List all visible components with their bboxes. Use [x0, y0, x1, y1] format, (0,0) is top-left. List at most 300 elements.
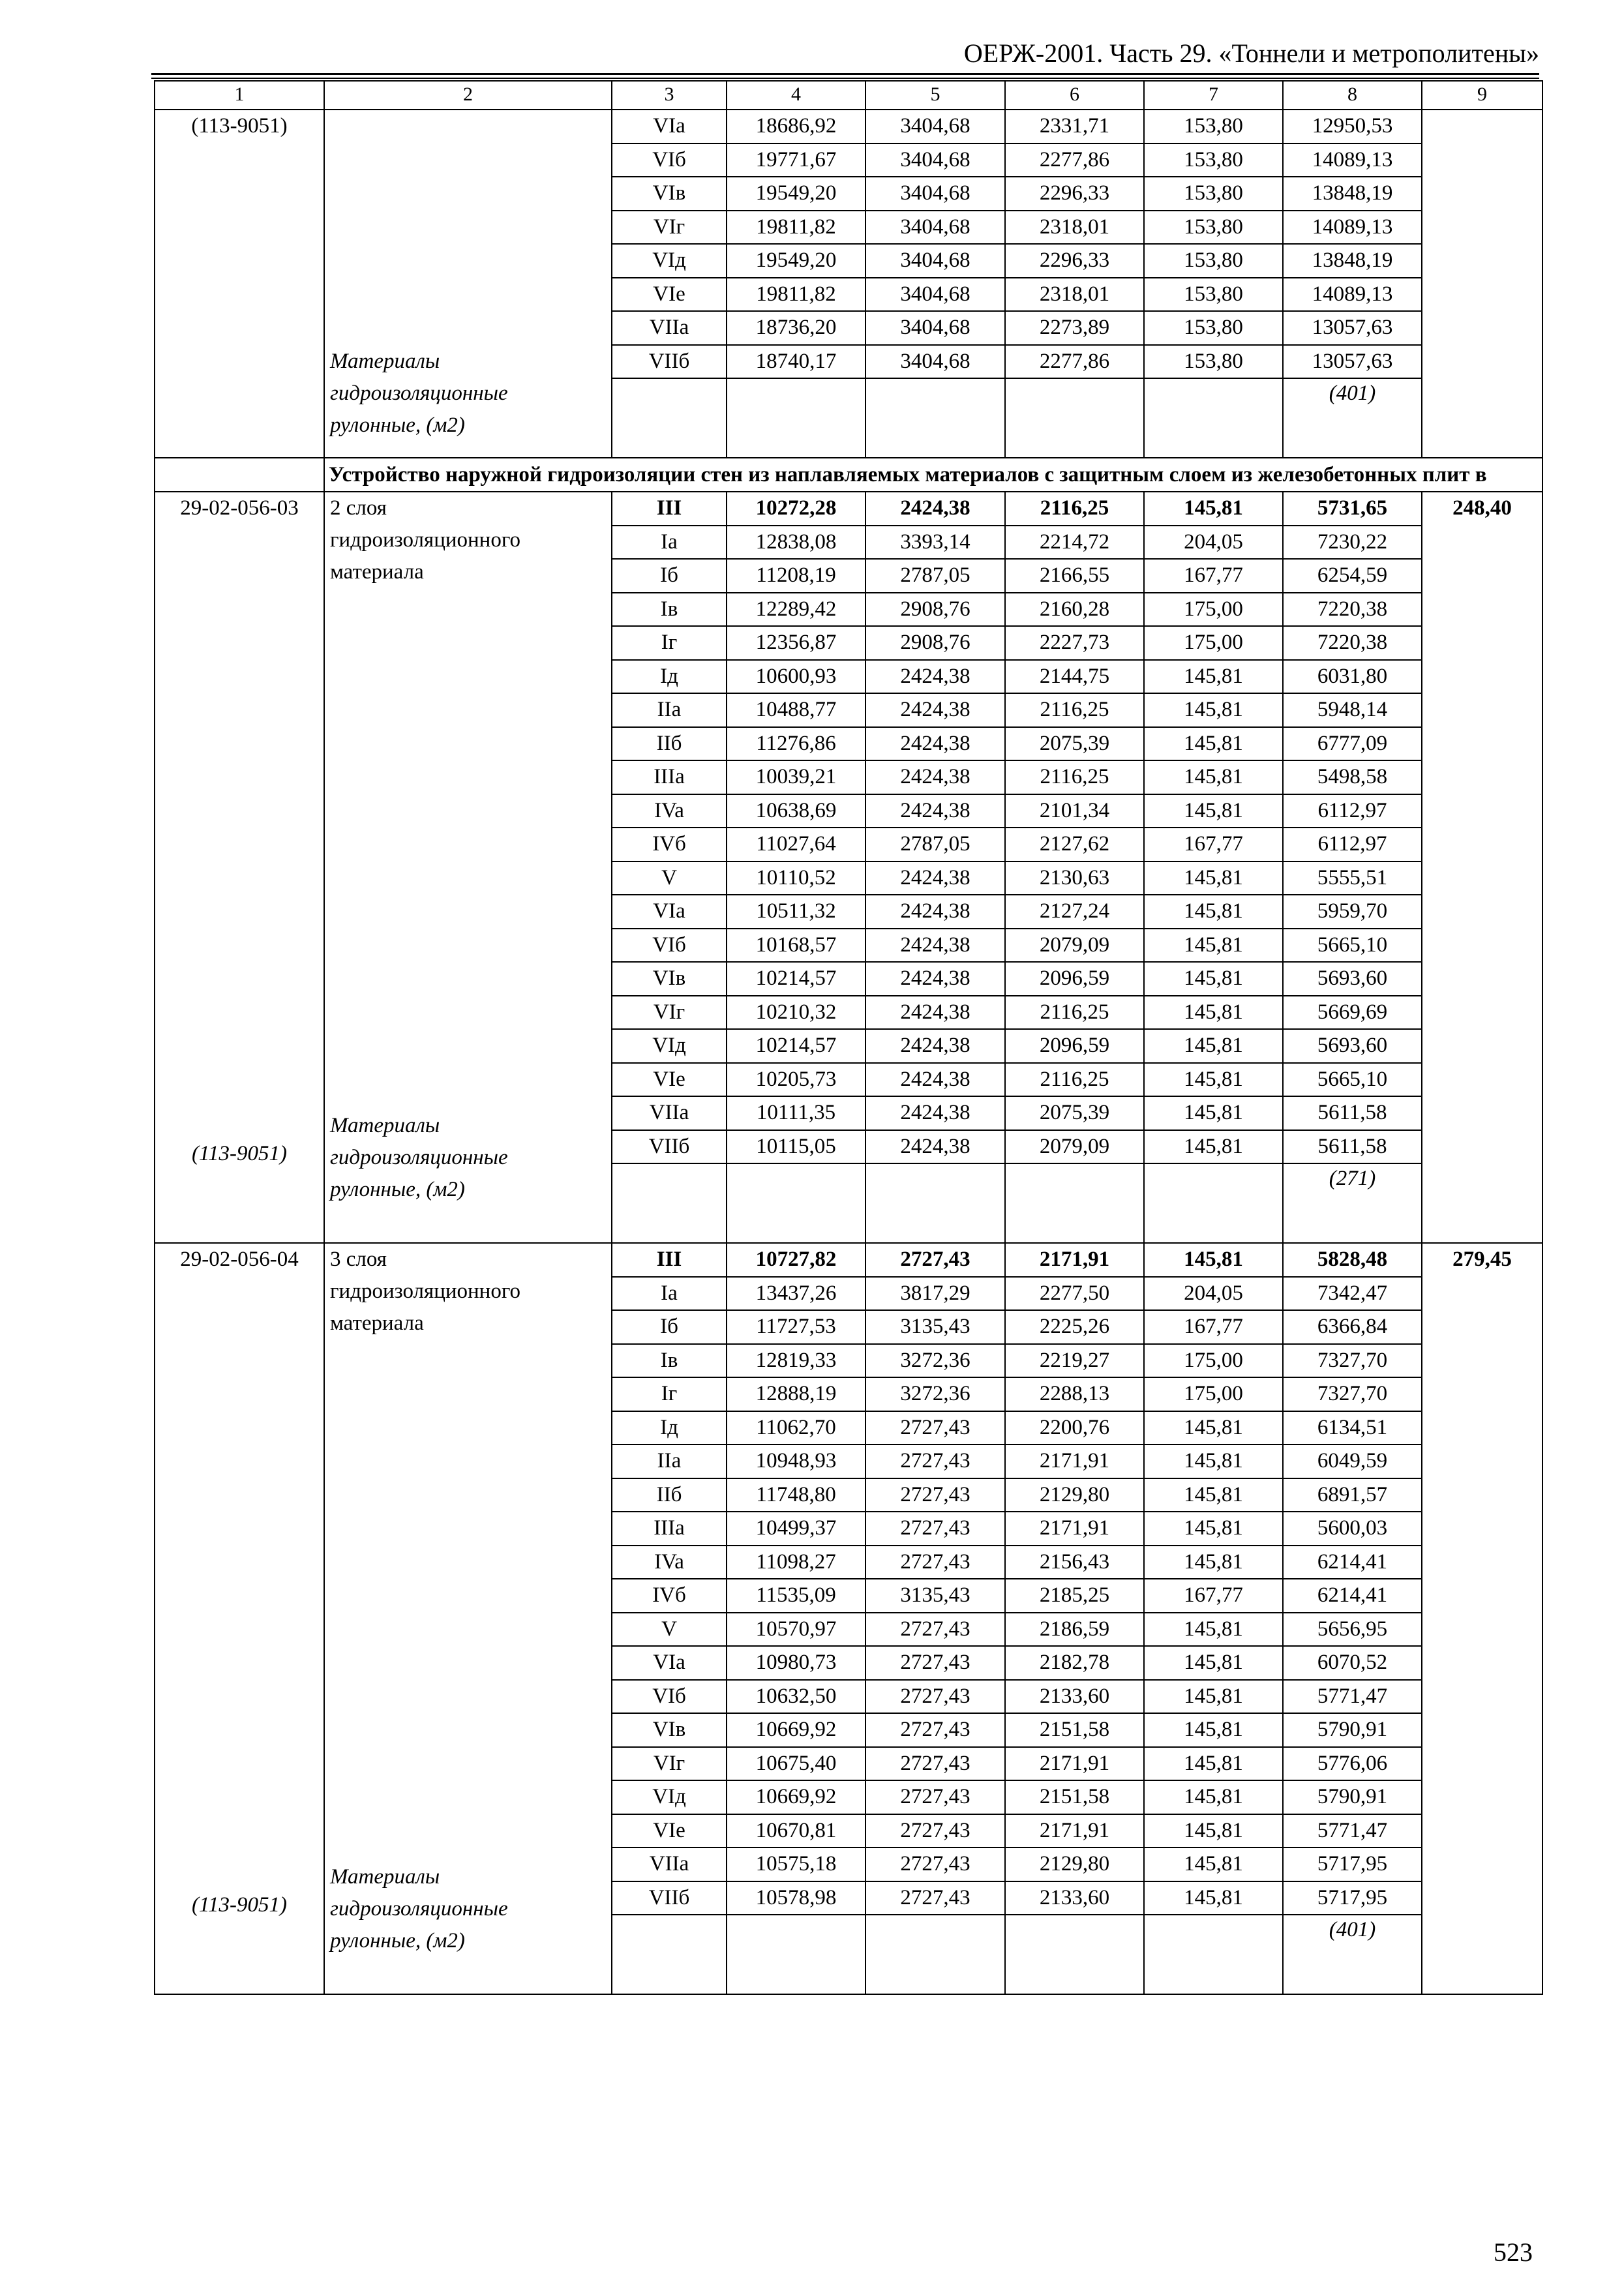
- wages: 2727,43: [865, 1444, 1005, 1478]
- zone-code: VIв: [612, 962, 727, 996]
- empty-cell: [612, 1915, 727, 1994]
- materials-cost: 7342,47: [1283, 1277, 1422, 1311]
- material-value: (271): [1329, 1167, 1376, 1190]
- machine-operation: 2096,59: [1005, 962, 1144, 996]
- direct-costs: 13437,26: [727, 1277, 865, 1311]
- machinists-wages: 167,77: [1144, 1310, 1283, 1344]
- wages: 3404,68: [865, 278, 1005, 312]
- materials-cost: 14089,13: [1283, 278, 1422, 312]
- wages: 2727,43: [865, 1478, 1005, 1512]
- material-code: (113-9051): [191, 1893, 288, 1917]
- direct-costs: 11062,70: [727, 1411, 865, 1445]
- materials-cost: 5790,91: [1283, 1780, 1422, 1814]
- wages: 2787,05: [865, 828, 1005, 861]
- item-code-cell: [155, 1243, 324, 1994]
- materials-cost: 6134,51: [1283, 1411, 1422, 1445]
- wages: 3404,68: [865, 244, 1005, 278]
- machine-operation: 2296,33: [1005, 244, 1144, 278]
- materials-cost: 5771,47: [1283, 1680, 1422, 1714]
- zone-code: Iг: [612, 1377, 727, 1411]
- zone-code: VIв: [612, 1713, 727, 1747]
- machinists-wages: 145,81: [1144, 929, 1283, 963]
- direct-costs: 10039,21: [727, 760, 865, 794]
- zone-code: Ia: [612, 526, 727, 560]
- description-line: гидроизоляционного: [330, 528, 521, 552]
- zone-code: VIa: [612, 1646, 727, 1680]
- material-value: (401): [1329, 382, 1376, 405]
- machine-operation: 2151,58: [1005, 1780, 1144, 1814]
- wages: 2424,38: [865, 861, 1005, 895]
- machinists-wages: 175,00: [1144, 593, 1283, 627]
- machinists-wages: 145,81: [1144, 660, 1283, 694]
- machine-operation: 2171,91: [1005, 1243, 1144, 1277]
- direct-costs: 18740,17: [727, 345, 865, 379]
- machine-operation: 2277,86: [1005, 345, 1144, 379]
- column-number: 6: [1005, 81, 1144, 110]
- wages: 3404,68: [865, 211, 1005, 245]
- machine-operation: 2318,01: [1005, 211, 1144, 245]
- machinists-wages: 145,81: [1144, 1411, 1283, 1445]
- machine-operation: 2171,91: [1005, 1444, 1144, 1478]
- direct-costs: 11748,80: [727, 1478, 865, 1512]
- direct-costs: 10205,73: [727, 1063, 865, 1097]
- column-number: 9: [1422, 81, 1542, 110]
- direct-costs: 10488,77: [727, 693, 865, 727]
- wages: 2727,43: [865, 1646, 1005, 1680]
- materials-cost: 6254,59: [1283, 559, 1422, 593]
- description-line: материала: [330, 1311, 424, 1335]
- machinists-wages: 145,81: [1144, 1444, 1283, 1478]
- machinists-wages: 167,77: [1144, 1579, 1283, 1613]
- zone-code: Iб: [612, 1310, 727, 1344]
- machinists-wages: 145,81: [1144, 1096, 1283, 1130]
- machinists-wages: 153,80: [1144, 345, 1283, 379]
- direct-costs: 11276,86: [727, 727, 865, 761]
- material-line: Материалы: [330, 1864, 440, 1889]
- materials-cost: 6366,84: [1283, 1310, 1422, 1344]
- machinists-wages: 153,80: [1144, 311, 1283, 345]
- section-heading: Устройство наружной гидроизоляции стен из наплавляемых материалов с защитным слоем из железобетонных плит в: [324, 458, 1542, 492]
- machine-operation: 2182,78: [1005, 1646, 1144, 1680]
- zone-code: VIe: [612, 1814, 727, 1848]
- wages: 3272,36: [865, 1344, 1005, 1378]
- machine-operation: 2200,76: [1005, 1411, 1144, 1445]
- wages: 2727,43: [865, 1243, 1005, 1277]
- wages: 2908,76: [865, 626, 1005, 660]
- item-code: 29-02-056-03: [180, 496, 299, 520]
- column-number: 8: [1283, 81, 1422, 110]
- wages: 2727,43: [865, 1747, 1005, 1781]
- material-line: Материалы: [330, 349, 440, 373]
- zone-code: IIб: [612, 1478, 727, 1512]
- materials-cost: 5555,51: [1283, 861, 1422, 895]
- direct-costs: 12888,19: [727, 1377, 865, 1411]
- item-code-cell: [155, 492, 324, 1243]
- material-code: (113-9051): [191, 1141, 288, 1165]
- zone-code: Iд: [612, 660, 727, 694]
- direct-costs: 12356,87: [727, 626, 865, 660]
- machine-operation: 2079,09: [1005, 929, 1144, 963]
- machinists-wages: 145,81: [1144, 861, 1283, 895]
- materials-cost: 5828,48: [1283, 1243, 1422, 1277]
- materials-cost: 6777,09: [1283, 727, 1422, 761]
- materials-cost: 5600,03: [1283, 1512, 1422, 1546]
- zone-code: IIIa: [612, 1512, 727, 1546]
- zone-code: VIг: [612, 211, 727, 245]
- materials-cost: 6112,97: [1283, 828, 1422, 861]
- zone-code: IIa: [612, 1444, 727, 1478]
- wages: 2424,38: [865, 1029, 1005, 1063]
- materials-cost: 5693,60: [1283, 962, 1422, 996]
- wages: 3272,36: [865, 1377, 1005, 1411]
- materials-cost: 5611,58: [1283, 1130, 1422, 1164]
- empty-cell: [1144, 378, 1283, 458]
- materials-cost: 13057,63: [1283, 345, 1422, 379]
- wages: 2424,38: [865, 1096, 1005, 1130]
- materials-cost: 5656,95: [1283, 1613, 1422, 1647]
- machine-operation: 2075,39: [1005, 727, 1144, 761]
- zone-code: Ia: [612, 1277, 727, 1311]
- running-header: ОЕРЖ-2001. Часть 29. «Тоннели и метрополитены»: [963, 38, 1539, 68]
- direct-costs: 10110,52: [727, 861, 865, 895]
- description-cell: [324, 1243, 612, 1994]
- zone-code: III: [612, 492, 727, 526]
- wages: 3135,43: [865, 1310, 1005, 1344]
- zone-code: Iб: [612, 559, 727, 593]
- material-value-cell: [1283, 1163, 1422, 1243]
- wages: 2727,43: [865, 1546, 1005, 1579]
- material-line: гидроизоляционные: [330, 1896, 508, 1921]
- item-code: (113-9051): [191, 114, 288, 138]
- materials-cost: 14089,13: [1283, 211, 1422, 245]
- material-line: рулонные, (м2): [330, 1928, 465, 1952]
- wages: 2908,76: [865, 593, 1005, 627]
- materials-cost: 6214,41: [1283, 1546, 1422, 1579]
- zone-code: V: [612, 1613, 727, 1647]
- table-row: [155, 492, 1542, 526]
- zone-code: IVб: [612, 1579, 727, 1613]
- direct-costs: 10111,35: [727, 1096, 865, 1130]
- description-line: 2 слоя: [330, 496, 387, 520]
- materials-cost: 5665,10: [1283, 929, 1422, 963]
- zone-code: VIe: [612, 1063, 727, 1097]
- wages: 2424,38: [865, 760, 1005, 794]
- direct-costs: 10570,97: [727, 1613, 865, 1647]
- materials-cost: 5665,10: [1283, 1063, 1422, 1097]
- machine-operation: 2156,43: [1005, 1546, 1144, 1579]
- direct-costs: 11727,53: [727, 1310, 865, 1344]
- machinists-wages: 145,81: [1144, 1243, 1283, 1277]
- direct-costs: 10670,81: [727, 1814, 865, 1848]
- machine-operation: 2288,13: [1005, 1377, 1144, 1411]
- direct-costs: 19549,20: [727, 244, 865, 278]
- zone-code: VIб: [612, 1680, 727, 1714]
- direct-costs: 11535,09: [727, 1579, 865, 1613]
- direct-costs: 10578,98: [727, 1881, 865, 1915]
- direct-costs: 10214,57: [727, 962, 865, 996]
- zone-code: VIг: [612, 996, 727, 1030]
- column-number: 7: [1144, 81, 1283, 110]
- direct-costs: 11098,27: [727, 1546, 865, 1579]
- machine-operation: 2214,72: [1005, 526, 1144, 560]
- direct-costs: 10272,28: [727, 492, 865, 526]
- machinists-wages: 167,77: [1144, 559, 1283, 593]
- materials-cost: 7230,22: [1283, 526, 1422, 560]
- machine-operation: 2277,86: [1005, 143, 1144, 177]
- column-number: 1: [155, 81, 324, 110]
- wages: 2727,43: [865, 1411, 1005, 1445]
- machinists-wages: 145,81: [1144, 1848, 1283, 1881]
- description-line: материала: [330, 560, 424, 584]
- spacer: [330, 110, 607, 346]
- direct-costs: 12289,42: [727, 593, 865, 627]
- wages: 2424,38: [865, 794, 1005, 828]
- zone-code: Iг: [612, 626, 727, 660]
- column-number-row: [155, 81, 1542, 110]
- wages: 2727,43: [865, 1680, 1005, 1714]
- material-value-cell: [1283, 1915, 1422, 1994]
- labor-cost-cell: 279,45: [1422, 1243, 1542, 1994]
- zone-code: Iв: [612, 593, 727, 627]
- labor-cost-cell: 248,40: [1422, 492, 1542, 1243]
- material-value-cell: [1283, 378, 1422, 458]
- materials-cost: 6891,57: [1283, 1478, 1422, 1512]
- section-heading-row: [155, 458, 1542, 492]
- machine-operation: 2296,33: [1005, 177, 1144, 211]
- empty-cell: [1005, 378, 1144, 458]
- zone-code: VIд: [612, 1029, 727, 1063]
- direct-costs: 10669,92: [727, 1713, 865, 1747]
- machinists-wages: 145,81: [1144, 1646, 1283, 1680]
- direct-costs: 10980,73: [727, 1646, 865, 1680]
- wages: 2424,38: [865, 1063, 1005, 1097]
- zone-code: IIIa: [612, 760, 727, 794]
- machine-operation: 2318,01: [1005, 278, 1144, 312]
- wages: 2727,43: [865, 1881, 1005, 1915]
- machine-operation: 2277,50: [1005, 1277, 1144, 1311]
- material-line: рулонные, (м2): [330, 1177, 465, 1201]
- zone-code: VIIб: [612, 1130, 727, 1164]
- machine-operation: 2171,91: [1005, 1814, 1144, 1848]
- zone-code: VIIб: [612, 1881, 727, 1915]
- machine-operation: 2079,09: [1005, 1130, 1144, 1164]
- direct-costs: 12819,33: [727, 1344, 865, 1378]
- empty-cell: [1005, 1915, 1144, 1994]
- materials-cost: 7327,70: [1283, 1377, 1422, 1411]
- machine-operation: 2331,71: [1005, 110, 1144, 143]
- column-number: 4: [727, 81, 865, 110]
- machine-operation: 2130,63: [1005, 861, 1144, 895]
- wages: 2424,38: [865, 727, 1005, 761]
- direct-costs: 10214,57: [727, 1029, 865, 1063]
- machinists-wages: 145,81: [1144, 1780, 1283, 1814]
- direct-costs: 10499,37: [727, 1512, 865, 1546]
- machinists-wages: 145,81: [1144, 895, 1283, 929]
- machinists-wages: 145,81: [1144, 1613, 1283, 1647]
- material-line: рулонные, (м2): [330, 413, 465, 437]
- spacer: [159, 524, 320, 1138]
- wages: 2424,38: [865, 660, 1005, 694]
- description-cell: [324, 492, 612, 1243]
- machinists-wages: 145,81: [1144, 1546, 1283, 1579]
- zone-code: III: [612, 1243, 727, 1277]
- zone-code: Iд: [612, 1411, 727, 1445]
- materials-cost: 6049,59: [1283, 1444, 1422, 1478]
- direct-costs: 10575,18: [727, 1848, 865, 1881]
- direct-costs: 10638,69: [727, 794, 865, 828]
- machine-operation: 2127,24: [1005, 895, 1144, 929]
- zone-code: VIд: [612, 1780, 727, 1814]
- wages: 2727,43: [865, 1814, 1005, 1848]
- wages: 2727,43: [865, 1848, 1005, 1881]
- materials-cost: 6112,97: [1283, 794, 1422, 828]
- wages: 3404,68: [865, 143, 1005, 177]
- wages: 2424,38: [865, 929, 1005, 963]
- materials-cost: 5731,65: [1283, 492, 1422, 526]
- machinists-wages: 145,81: [1144, 727, 1283, 761]
- work-description: [330, 1244, 607, 1861]
- machine-operation: 2151,58: [1005, 1713, 1144, 1747]
- materials-cost: 5776,06: [1283, 1747, 1422, 1781]
- machinists-wages: 145,81: [1144, 492, 1283, 526]
- machinists-wages: 153,80: [1144, 143, 1283, 177]
- direct-costs: 10675,40: [727, 1747, 865, 1781]
- zone-code: VIд: [612, 244, 727, 278]
- materials-cost: 5771,47: [1283, 1814, 1422, 1848]
- machinists-wages: 145,81: [1144, 760, 1283, 794]
- machine-operation: 2171,91: [1005, 1747, 1144, 1781]
- empty-cell: [1144, 1915, 1283, 1994]
- zone-code: IIб: [612, 727, 727, 761]
- item-code: 29-02-056-04: [180, 1248, 299, 1271]
- direct-costs: 10727,82: [727, 1243, 865, 1277]
- materials-cost: 5611,58: [1283, 1096, 1422, 1130]
- materials-cost: 5717,95: [1283, 1848, 1422, 1881]
- machine-operation: 2129,80: [1005, 1848, 1144, 1881]
- machinists-wages: 145,81: [1144, 794, 1283, 828]
- spacer: [159, 1276, 320, 1889]
- machinists-wages: 145,81: [1144, 1512, 1283, 1546]
- materials-cost: 5693,60: [1283, 1029, 1422, 1063]
- wages: 2424,38: [865, 492, 1005, 526]
- machine-operation: 2219,27: [1005, 1344, 1144, 1378]
- machinists-wages: 145,81: [1144, 1680, 1283, 1714]
- direct-costs: 19549,20: [727, 177, 865, 211]
- direct-costs: 11027,64: [727, 828, 865, 861]
- direct-costs: 18686,92: [727, 110, 865, 143]
- materials-cost: 13848,19: [1283, 177, 1422, 211]
- machine-operation: 2116,25: [1005, 760, 1144, 794]
- zone-code: VIIб: [612, 345, 727, 379]
- machinists-wages: 153,80: [1144, 110, 1283, 143]
- materials-cost: 6031,80: [1283, 660, 1422, 694]
- machinists-wages: 145,81: [1144, 962, 1283, 996]
- machinists-wages: 153,80: [1144, 177, 1283, 211]
- empty-cell: [865, 1915, 1005, 1994]
- machinists-wages: 175,00: [1144, 626, 1283, 660]
- machine-operation: 2171,91: [1005, 1512, 1144, 1546]
- machinists-wages: 175,00: [1144, 1377, 1283, 1411]
- materials-cost: 13848,19: [1283, 244, 1422, 278]
- work-description: [330, 492, 607, 1110]
- labor-cost-cell: [1422, 110, 1542, 458]
- materials-cost: 12950,53: [1283, 110, 1422, 143]
- machine-operation: 2144,75: [1005, 660, 1144, 694]
- zone-code: IVa: [612, 794, 727, 828]
- header-rule-thin: [151, 78, 1539, 79]
- machine-operation: 2116,25: [1005, 1063, 1144, 1097]
- description-line: 3 слоя: [330, 1248, 387, 1271]
- materials-cost: 6214,41: [1283, 1579, 1422, 1613]
- materials-cost: 5717,95: [1283, 1881, 1422, 1915]
- direct-costs: 10632,50: [727, 1680, 865, 1714]
- wages: 2787,05: [865, 559, 1005, 593]
- machinists-wages: 153,80: [1144, 244, 1283, 278]
- direct-costs: 10168,57: [727, 929, 865, 963]
- spacer: [159, 142, 320, 368]
- material-value: (401): [1329, 1918, 1376, 1941]
- machine-operation: 2185,25: [1005, 1579, 1144, 1613]
- material-line: Материалы: [330, 1113, 440, 1137]
- zone-code: VIa: [612, 110, 727, 143]
- column-number: 3: [612, 81, 727, 110]
- empty-cell: [1144, 1163, 1283, 1243]
- direct-costs: 18736,20: [727, 311, 865, 345]
- machine-operation: 2273,89: [1005, 311, 1144, 345]
- materials-cost: 5948,14: [1283, 693, 1422, 727]
- zone-code: VIб: [612, 929, 727, 963]
- machinists-wages: 175,00: [1144, 1344, 1283, 1378]
- direct-costs: 10600,93: [727, 660, 865, 694]
- wages: 2424,38: [865, 1130, 1005, 1164]
- wages: 2424,38: [865, 693, 1005, 727]
- material-line: гидроизоляционные: [330, 381, 508, 405]
- materials-cost: 7327,70: [1283, 1344, 1422, 1378]
- empty-cell: [1005, 1163, 1144, 1243]
- direct-costs: 10948,93: [727, 1444, 865, 1478]
- empty-cell: [865, 378, 1005, 458]
- item-code-cell: [155, 110, 324, 458]
- machine-operation: 2101,34: [1005, 794, 1144, 828]
- machine-operation: 2075,39: [1005, 1096, 1144, 1130]
- column-number: 2: [324, 81, 612, 110]
- direct-costs: 10210,32: [727, 996, 865, 1030]
- machine-operation: 2160,28: [1005, 593, 1144, 627]
- zone-code: VIб: [612, 143, 727, 177]
- material-line: гидроизоляционные: [330, 1145, 508, 1169]
- wages: 3135,43: [865, 1579, 1005, 1613]
- machine-operation: 2227,73: [1005, 626, 1144, 660]
- machine-operation: 2133,60: [1005, 1680, 1144, 1714]
- machine-operation: 2166,55: [1005, 559, 1144, 593]
- machinists-wages: 145,81: [1144, 1814, 1283, 1848]
- machinists-wages: 145,81: [1144, 1063, 1283, 1097]
- zone-code: VIIa: [612, 1096, 727, 1130]
- wages: 3404,68: [865, 345, 1005, 379]
- machinists-wages: 145,81: [1144, 693, 1283, 727]
- wages: 3404,68: [865, 311, 1005, 345]
- machine-operation: 2116,25: [1005, 693, 1144, 727]
- zone-code: VIa: [612, 895, 727, 929]
- page-number: 523: [1494, 2237, 1533, 2267]
- empty-cell: [612, 1163, 727, 1243]
- machinists-wages: 204,05: [1144, 1277, 1283, 1311]
- table-row: [155, 110, 1542, 143]
- machine-operation: 2225,26: [1005, 1310, 1144, 1344]
- direct-costs: 19811,82: [727, 211, 865, 245]
- machine-operation: 2129,80: [1005, 1478, 1144, 1512]
- machinists-wages: 204,05: [1144, 526, 1283, 560]
